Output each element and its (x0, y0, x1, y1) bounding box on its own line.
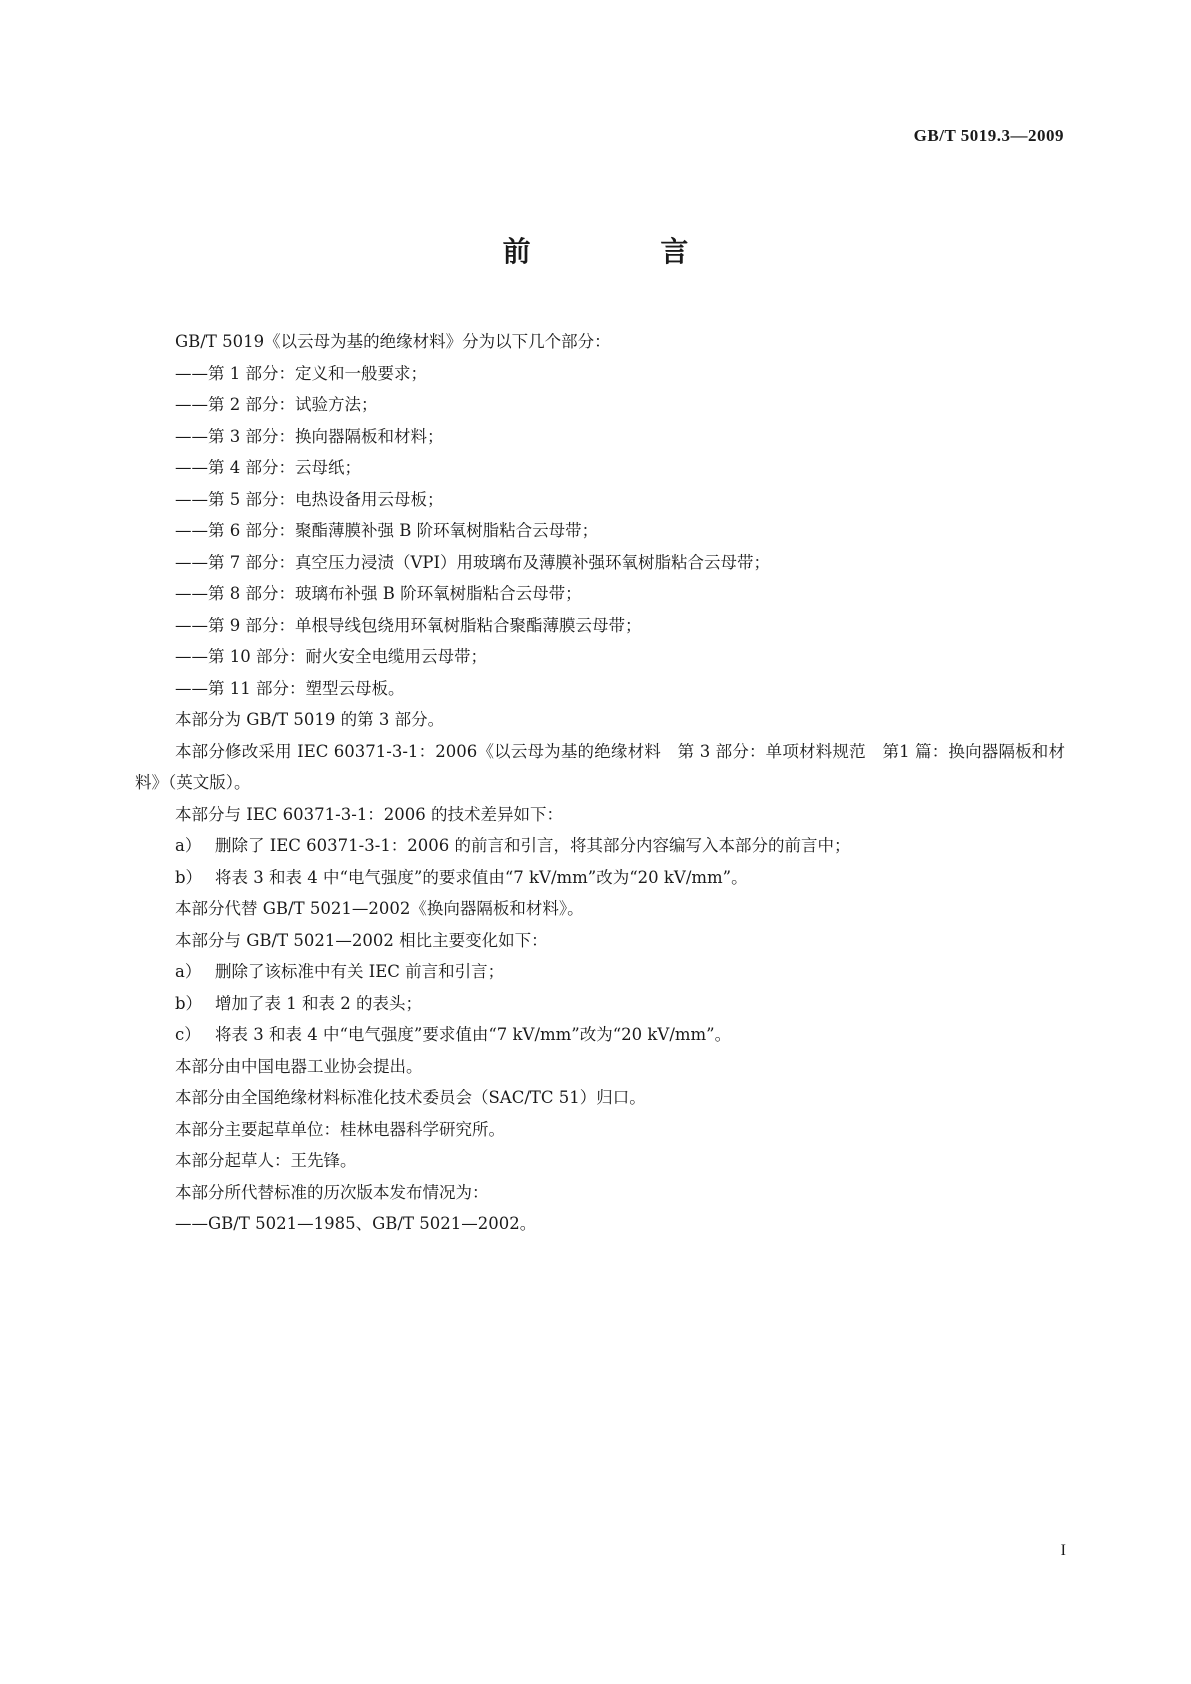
part-list-item: ——第 8 部分：玻璃布补强 B 阶环氧树脂粘合云母带； (175, 584, 582, 603)
paragraph: 本部分所代替标准的历次版本发布情况为： (175, 1182, 489, 1202)
list-item-label: a） (175, 962, 202, 981)
paragraph: 本部分由全国绝缘材料标准化技术委员会（SAC/TC 51）归口。 (175, 1088, 646, 1107)
paragraph: 本部分起草人：王先锋。 (175, 1151, 357, 1170)
part-list-item: ——第 9 部分：单根导线包绕用环氧树脂粘合聚酯薄膜云母带； (175, 615, 642, 635)
part-list-item: ——第 3 部分：换向器隔板和材料； (175, 426, 444, 446)
part-list-item: ——第 5 部分：电热设备用云母板； (175, 489, 444, 509)
list-item-text: 删除了 IEC 60371-3-1：2006 的前言和引言，将其部分内容编写入本部分的前言中； (215, 836, 851, 855)
part-list-item: ——第 2 部分：试验方法； (175, 395, 378, 414)
part-list-item: ——第 10 部分：耐火安全电缆用云母带； (175, 647, 487, 666)
paragraph: 本部分由中国电器工业协会提出。 (175, 1056, 423, 1076)
paragraph: 本部分与 GB/T 5021—2002 相比主要变化如下： (175, 930, 548, 950)
list-item-text: 增加了表 1 和表 2 的表头； (215, 993, 422, 1013)
standard-code: GB/T 5019.3—2009 (913, 126, 1064, 145)
list-item-label: b） (175, 867, 203, 887)
list-item (135, 988, 1065, 1020)
list-item-text: 将表 3 和表 4 中“电气强度”的要求值由“7 kV/mm”改为“20 kV/mm”。 (215, 867, 748, 887)
paragraph: 本部分修改采用 IEC 60371-3-1：2006《以云母为基的绝缘材料 第 3 部分：单项材料规范 第1 篇：换向器隔板和材料》（英文版）。 (135, 741, 1065, 792)
foreword-body (135, 326, 1065, 1240)
paragraph: ——GB/T 5021—1985、GB/T 5021—2002。 (175, 1214, 537, 1233)
list-item (135, 956, 1065, 988)
part-list-item: ——第 7 部分：真空压力浸渍（VPI）用玻璃布及薄膜补强环氧树脂粘合云母带； (175, 552, 771, 572)
part-list-item: ——第 4 部分：云母纸； (175, 458, 361, 477)
paragraph: 本部分与 IEC 60371-3-1：2006 的技术差异如下： (175, 804, 564, 824)
part-list-item: ——第 11 部分：塑型云母板。 (175, 678, 405, 698)
part-list-item: ——第 6 部分：聚酯薄膜补强 B 阶环氧树脂粘合云母带； (175, 521, 599, 540)
part-list-item: ——第 1 部分：定义和一般要求； (175, 363, 427, 383)
page-number: I (1060, 1542, 1066, 1559)
list-item (135, 830, 1065, 862)
paragraph: 本部分为 GB/T 5019 的第 3 部分。 (175, 710, 445, 729)
list-item-label: c） (175, 1025, 201, 1044)
list-item-text: 将表 3 和表 4 中“电气强度”要求值由“7 kV/mm”改为“20 kV/mm”。 (215, 1025, 732, 1044)
list-item (135, 1019, 1065, 1051)
list-item-label: a） (175, 836, 202, 855)
list-item (135, 862, 1065, 894)
list-item-text: 删除了该标准中有关 IEC 前言和引言； (215, 962, 505, 981)
intro-paragraph: GB/T 5019《以云母为基的绝缘材料》分为以下几个部分： (175, 332, 611, 351)
paragraph: 本部分主要起草单位：桂林电器科学研究所。 (175, 1119, 505, 1139)
page-title: 前 言 (502, 235, 749, 268)
list-item-label: b） (175, 993, 203, 1013)
paragraph: 本部分代替 GB/T 5021—2002《换向器隔板和材料》。 (175, 899, 584, 918)
